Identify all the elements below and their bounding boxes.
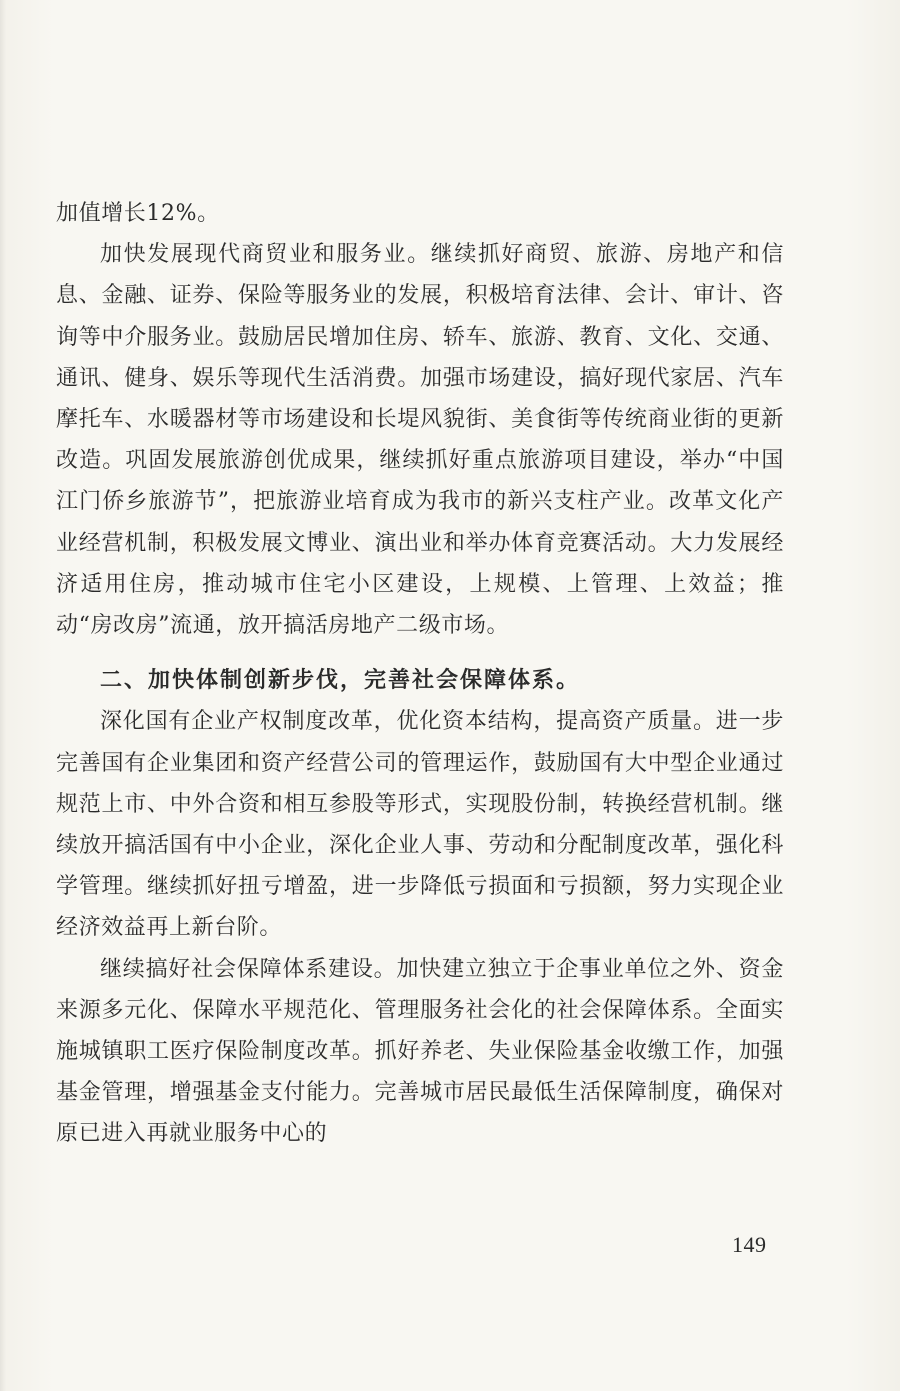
paragraph-soe-reform: 深化国有企业产权制度改革，优化资本结构，提高资产质量。进一步完善国有企业集团和资产经营公司的管理运作，鼓励国有大中型企业通过规范上市、中外合资和相互参股等形式，实现股份制，转换经营机制。继续放开搞活国有中小企业，深化企业人事、劳动和分配制度改革，强化科学管理。继续抓好扭亏增盈，进一步降低亏损面和亏损额，努力实现企业经济效益再上新台阶。 <box>56 709 784 941</box>
paragraph-commerce-services: 加快发展现代商贸业和服务业。继续抓好商贸、旅游、房地产和信息、金融、证券、保险等服务业的发展，积极培育法律、会计、审计、咨询等中介服务业。鼓励居民增加住房、轿车、旅游、教育、文化、交通、通讯、健身、娱乐等现代生活消费。加强市场建设，搞好现代家居、汽车摩托车、水暖器材等市场建设和长堤风貌街、美食街等传统商业街的更新改造。巩固发展旅游创优成果，继续抓好重点旅游项目建设，举办“中国江门侨乡旅游节”，把旅游业培育成为我市的新兴支柱产业。改革文化产业经营机制，积极发展文博业、演出业和举办体育竞赛活动。大力发展经济适用住房，推动城市住宅小区建设，上规模、上管理、上效益；推动“房改房”流通，放开搞活房地产二级市场。 <box>56 242 784 639</box>
paragraph-continuation: 加值增长12%。 <box>56 201 220 226</box>
paragraph-social-security: 继续搞好社会保障体系建设。加快建立独立于企事业单位之外、资金来源多元化、保障水平规范化、管理服务社会化的社会保障体系。全面实施城镇职工医疗保险制度改革。抓好养老、失业保险基金收缴工作，加强基金管理，增强基金支付能力。完善城市居民最低生活保障制度，确保对原已进入再就业服务中心的 <box>56 956 784 1147</box>
spine-shadow <box>0 0 6 1391</box>
section-heading: 二、加快体制创新步伐，完善社会保障体系。 <box>100 667 581 694</box>
page-number: 149 <box>732 1232 767 1257</box>
body-text <box>56 193 784 1155</box>
